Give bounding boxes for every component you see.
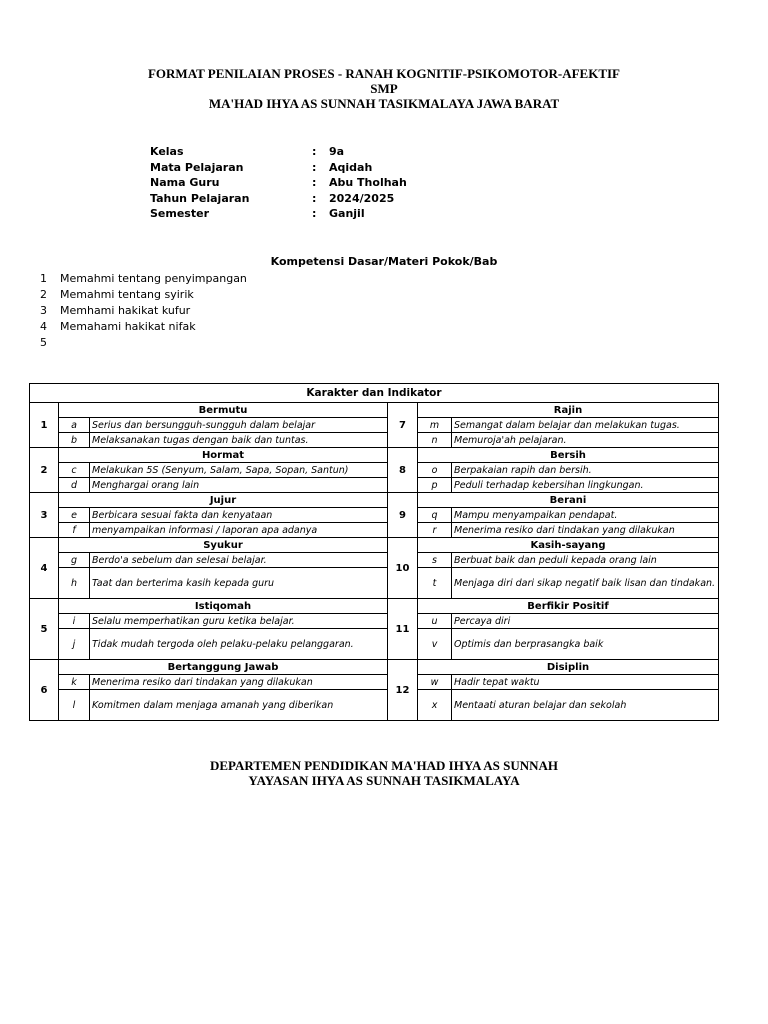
info-sep: : (312, 176, 317, 189)
indicator-row (30, 418, 719, 433)
indicator-row (30, 523, 719, 538)
kd-text: Memahami hakikat nifak (60, 320, 196, 333)
group-number: 11 (388, 599, 418, 660)
indicator-row (30, 629, 719, 660)
kd-text: Memahmi tentang syirik (60, 288, 194, 301)
info-value: Ganjil (329, 207, 365, 220)
info-block (150, 145, 407, 223)
indicator-letter: p (418, 478, 452, 493)
group-name: Bertanggung Jawab (59, 660, 388, 675)
info-value: 2024/2025 (329, 191, 395, 205)
indicator-text: Berdo'a sebelum dan selesai belajar. (90, 553, 388, 568)
indicator-text: Selalu memperhatikan guru ketika belajar. (90, 614, 388, 629)
indicator-letter: e (59, 508, 90, 523)
indicator-letter: t (418, 568, 452, 599)
kd-item (40, 336, 247, 352)
kd-number: 5 (40, 336, 47, 349)
kd-number: 4 (40, 320, 47, 333)
indicator-letter: f (59, 523, 90, 538)
indicator-text: Berpakaian rapih dan bersih. (452, 463, 719, 478)
indicator-letter: q (418, 508, 452, 523)
indicator-text: Menerima resiko dari tindakan yang dilakukan (90, 675, 388, 690)
group-number: 3 (30, 493, 59, 538)
indicator-text: Menerima resiko dari tindakan yang dilakukan (452, 523, 719, 538)
kd-number: 2 (40, 288, 47, 301)
indicator-text: Peduli terhadap kebersihan lingkungan. (452, 478, 719, 493)
indicator-text: Tidak mudah tergoda oleh pelaku-pelaku pelanggaran. (90, 629, 388, 660)
indicator-row (30, 463, 719, 478)
group-number: 9 (388, 493, 418, 538)
group-number: 12 (388, 660, 418, 721)
group-name: Istiqomah (59, 599, 388, 614)
indicator-text: Mampu menyampaikan pendapat. (452, 508, 719, 523)
group-header-row (30, 660, 719, 675)
indicator-text: Percaya diri (452, 614, 719, 629)
indicator-text: Melakukan 5S (Senyum, Salam, Sapa, Sopan, Santun) (90, 463, 388, 478)
info-label: Kelas (150, 145, 184, 158)
indicator-row (30, 690, 719, 721)
group-name: Bersih (418, 448, 719, 463)
indicator-text: Komitmen dalam menjaga amanah yang diberikan (90, 690, 388, 721)
indicator-row (30, 508, 719, 523)
kd-item (40, 288, 247, 304)
header-level: SMP (370, 81, 398, 96)
info-label: Nama Guru (150, 176, 220, 189)
info-label: Tahun Pelajaran (150, 191, 250, 205)
info-row-semester (150, 207, 407, 223)
group-header-row (30, 599, 719, 614)
group-header-row (30, 403, 719, 418)
indicator-row (30, 675, 719, 690)
kd-number: 1 (40, 272, 47, 285)
info-value: Abu Tholhah (329, 176, 407, 189)
info-sep: : (312, 191, 317, 205)
info-value: Aqidah (329, 160, 373, 174)
info-sep: : (312, 160, 317, 174)
indicator-letter: b (59, 433, 90, 448)
indicator-text: Hadir tepat waktu (452, 675, 719, 690)
indicator-text: Semangat dalam belajar dan melakukan tugas. (452, 418, 719, 433)
info-row-guru (150, 176, 407, 192)
info-sep: : (312, 145, 317, 158)
group-name: Bermutu (59, 403, 388, 418)
group-name: Syukur (59, 538, 388, 553)
info-label: Semester (150, 207, 209, 220)
indicator-letter: u (418, 614, 452, 629)
kd-item (40, 272, 247, 288)
info-sep: : (312, 207, 317, 220)
group-header-row (30, 493, 719, 508)
footer-department: DEPARTEMEN PENDIDIKAN MA'HAD IHYA AS SUNNAH (209, 758, 559, 773)
indicator-text: Melaksanakan tugas dengan baik dan tuntas. (90, 433, 388, 448)
indicator-letter: w (418, 675, 452, 690)
indicator-text: Menghargai orang lain (90, 478, 388, 493)
group-number: 2 (30, 448, 59, 493)
indicator-row (30, 478, 719, 493)
header-title: FORMAT PENILAIAN PROSES - RANAH KOGNITIF-PSIKOMOTOR-AFEKTIF (147, 66, 620, 81)
group-name: Berfikir Positif (418, 599, 719, 614)
karakter-title: Karakter dan Indikator (30, 384, 719, 403)
group-number: 10 (388, 538, 418, 599)
kd-list (40, 272, 247, 352)
info-label: Mata Pelajaran (150, 160, 244, 174)
kd-title: Kompetensi Dasar/Materi Pokok/Bab (270, 255, 498, 268)
indicator-letter: g (59, 553, 90, 568)
indicator-letter: l (59, 690, 90, 721)
indicator-text: Serius dan bersungguh-sungguh dalam belajar (90, 418, 388, 433)
indicator-letter: d (59, 478, 90, 493)
footer-foundation: YAYASAN IHYA AS SUNNAH TASIKMALAYA (248, 773, 520, 788)
indicator-letter: k (59, 675, 90, 690)
group-name: Disiplin (418, 660, 719, 675)
indicator-letter: i (59, 614, 90, 629)
info-row-tahun (150, 192, 407, 208)
indicator-text: Berbicara sesuai fakta dan kenyataan (90, 508, 388, 523)
indicator-row (30, 614, 719, 629)
group-number: 5 (30, 599, 59, 660)
info-row-mapel (150, 161, 407, 177)
group-number: 1 (30, 403, 59, 448)
indicator-letter: c (59, 463, 90, 478)
group-number: 4 (30, 538, 59, 599)
karakter-table (29, 383, 719, 721)
indicator-row (30, 433, 719, 448)
indicator-letter: n (418, 433, 452, 448)
indicator-letter: s (418, 553, 452, 568)
kd-text: Memhami hakikat kufur (60, 304, 191, 317)
group-name: Kasih-sayang (418, 538, 719, 553)
indicator-letter: h (59, 568, 90, 599)
indicator-text: Menjaga diri dari sikap negatif baik lisan dan tindakan. (452, 568, 719, 599)
indicator-row (30, 568, 719, 599)
group-number: 6 (30, 660, 59, 721)
group-header-row (30, 448, 719, 463)
kd-text: Memahmi tentang penyimpangan (60, 272, 247, 285)
indicator-text: Memuroja'ah pelajaran. (452, 433, 719, 448)
indicator-text: Taat dan berterima kasih kepada guru (90, 568, 388, 599)
group-name: Rajin (418, 403, 719, 418)
indicator-letter: a (59, 418, 90, 433)
indicator-letter: j (59, 629, 90, 660)
indicator-letter: x (418, 690, 452, 721)
indicator-row (30, 553, 719, 568)
group-number: 7 (388, 403, 418, 448)
indicator-letter: m (418, 418, 452, 433)
indicator-text: menyampaikan informasi / laporan apa adanya (90, 523, 388, 538)
header-school: MA'HAD IHYA AS SUNNAH TASIKMALAYA JAWA BARAT (208, 96, 560, 111)
indicator-letter: r (418, 523, 452, 538)
indicator-text: Berbuat baik dan peduli kepada orang lain (452, 553, 719, 568)
indicator-letter: v (418, 629, 452, 660)
group-header-row (30, 538, 719, 553)
group-number: 8 (388, 448, 418, 493)
kd-number: 3 (40, 304, 47, 317)
indicator-letter: o (418, 463, 452, 478)
group-name: Hormat (59, 448, 388, 463)
kd-item (40, 304, 247, 320)
group-name: Berani (418, 493, 719, 508)
indicator-text: Mentaati aturan belajar dan sekolah (452, 690, 719, 721)
kd-item (40, 320, 247, 336)
info-value: 9a (329, 145, 345, 158)
indicator-text: Optimis dan berprasangka baik (452, 629, 719, 660)
info-row-kelas (150, 145, 407, 161)
group-name: Jujur (59, 493, 388, 508)
